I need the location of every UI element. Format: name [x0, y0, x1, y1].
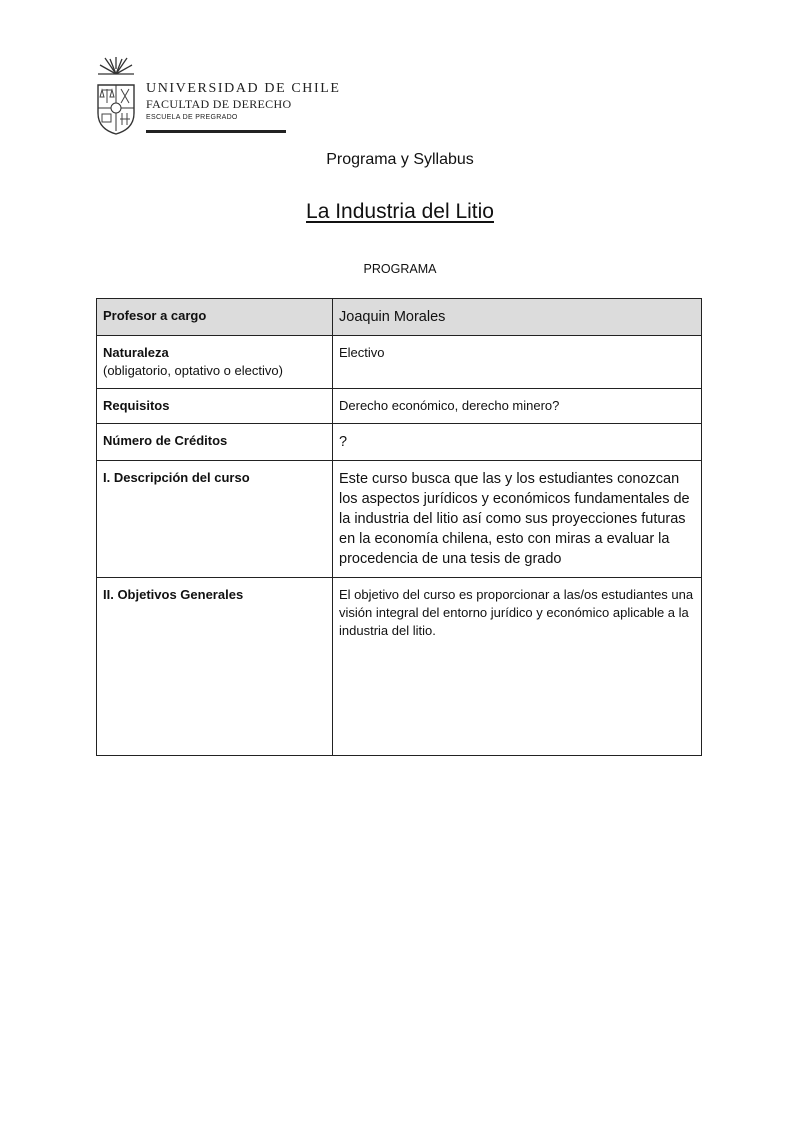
table-row-naturaleza [97, 336, 702, 389]
descripcion-value: Este curso busca que las y los estudiantes conozcan los aspectos jurídicos y económicos fundamentales de la industria del litio así como sus proyecciones futuras en la economía chilena, esto con miras a evaluar la procedencia de una tesis de grado [333, 461, 702, 578]
naturaleza-value: Electivo [333, 336, 702, 389]
objetivos-value: El objetivo del curso es proporcionar a las/os estudiantes una visión integral del entorno jurídico y económico aplicable a la industria del litio. [333, 578, 702, 756]
letterhead [95, 55, 341, 135]
naturaleza-label: Naturaleza [103, 345, 169, 360]
university-name: UNIVERSIDAD DE CHILE [146, 81, 341, 96]
naturaleza-note: (obligatorio, optativo o electivo) [103, 363, 283, 378]
objetivos-label: II. Objetivos Generales [97, 578, 333, 756]
section-label: PROGRAMA [363, 262, 437, 276]
document-subtitle: Programa y Syllabus [326, 151, 474, 168]
school-name: ESCUELA DE PREGRADO [146, 114, 238, 121]
faculty-name: FACULTAD DE DERECHO [146, 97, 292, 111]
header-rule [146, 130, 286, 133]
course-title: La Industria del Litio [306, 200, 494, 223]
requisitos-label: Requisitos [97, 389, 333, 424]
table-row-objetivos [97, 578, 702, 756]
creditos-label: Número de Créditos [97, 424, 333, 461]
table-row-descripcion [97, 461, 702, 578]
requisitos-value: Derecho económico, derecho minero? [333, 389, 702, 424]
document-title [0, 200, 800, 224]
descripcion-label: I. Descripción del curso [97, 461, 333, 578]
institution-block [146, 81, 341, 123]
university-crest-icon [95, 55, 137, 135]
table-row-requisitos [97, 389, 702, 424]
creditos-value: ? [333, 424, 702, 461]
profesor-value: Joaquin Morales [333, 299, 702, 336]
table-row-profesor [97, 299, 702, 336]
naturaleza-label-cell [97, 336, 333, 389]
table-row-creditos [97, 424, 702, 461]
profesor-label: Profesor a cargo [97, 299, 333, 336]
program-table [96, 298, 702, 756]
